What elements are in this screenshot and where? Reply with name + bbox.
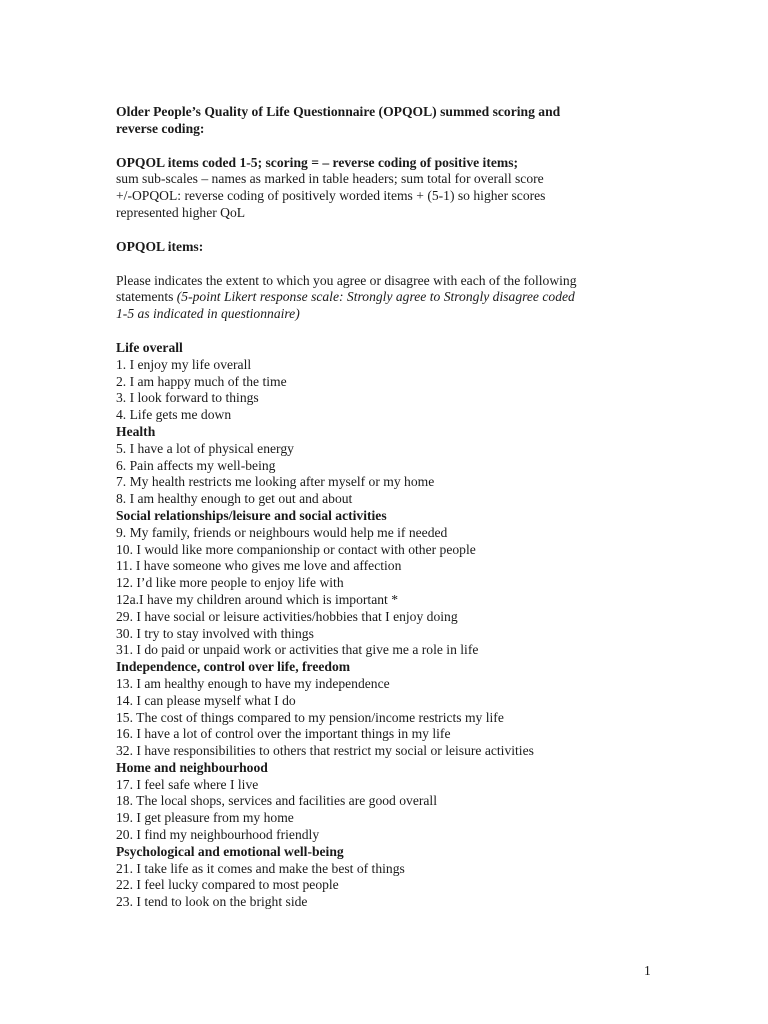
questionnaire-item: 17. I feel safe where I live: [116, 776, 259, 792]
questionnaire-item: 31. I do paid or unpaid work or activities that give me a role in life: [116, 642, 479, 658]
questionnaire-item: 12. I’d like more people to enjoy life with: [116, 575, 344, 591]
questionnaire-item: 11. I have someone who gives me love and affection: [116, 558, 402, 574]
questionnaire-item: 1. I enjoy my life overall: [116, 356, 252, 372]
coding-heading: OPQOL items coded 1-5; scoring = – reverse coding of positive items;: [116, 154, 519, 170]
questionnaire-item: 20. I find my neighbourhood friendly: [116, 827, 320, 843]
questionnaire-item: 7. My health restricts me looking after myself or my home: [116, 474, 435, 490]
instructions-line-2: [116, 289, 656, 306]
questionnaire-item: 10. I would like more companionship or contact with other people: [116, 541, 476, 557]
questionnaire-item: 16. I have a lot of control over the important things in my life: [116, 726, 451, 742]
coding-line-2: +/-OPQOL: reverse coding of positively worded items + (5-1) so higher scores: [116, 188, 546, 204]
questionnaire-item: 12a.I have my children around which is important *: [116, 591, 398, 607]
section-heading: Home and neighbourhood: [116, 759, 268, 775]
section-heading: Psychological and emotional well-being: [116, 843, 344, 859]
section-heading: Health: [116, 423, 156, 439]
questionnaire-item: 8. I am healthy enough to get out and about: [116, 491, 353, 507]
questionnaire-item: 3. I look forward to things: [116, 390, 259, 406]
questionnaire-item: 9. My family, friends or neighbours would help me if needed: [116, 524, 448, 540]
questionnaire-item: 13. I am healthy enough to have my independence: [116, 675, 390, 691]
section-heading: Social relationships/leisure and social activities: [116, 507, 387, 523]
sections-list: [116, 340, 656, 911]
questionnaire-item: 21. I take life as it comes and make the best of things: [116, 860, 405, 876]
questionnaire-item: 4. Life gets me down: [116, 407, 232, 423]
page-number: 1: [644, 963, 651, 978]
spacer: [116, 323, 656, 340]
questionnaire-item: 23. I tend to look on the bright side: [116, 894, 308, 910]
questionnaire-item: 5. I have a lot of physical energy: [116, 440, 294, 456]
instructions-plain-text: statements: [116, 289, 177, 305]
questionnaire-item: 19. I get pleasure from my home: [116, 810, 294, 826]
spacer: [116, 222, 656, 239]
questionnaire-item: 6. Pain affects my well-being: [116, 457, 276, 473]
document-page: [116, 104, 656, 911]
instructions-italic-text: (5-point Likert response scale: Strongly agree to Strongly disagree coded: [176, 289, 575, 305]
questionnaire-item: 32. I have responsibilities to others that restrict my social or leisure activities: [116, 743, 534, 759]
section-heading: Life overall: [116, 339, 183, 355]
instructions-line-3: 1-5 as indicated in questionnaire): [116, 306, 300, 322]
questionnaire-item: 14. I can please myself what I do: [116, 692, 296, 708]
section-heading: Independence, control over life, freedom: [116, 659, 351, 675]
questionnaire-item: 18. The local shops, services and facilities are good overall: [116, 793, 437, 809]
questionnaire-item: 22. I feel lucky compared to most people: [116, 877, 339, 893]
coding-line-3: represented higher QoL: [116, 204, 246, 220]
questionnaire-item: 15. The cost of things compared to my pension/income restricts my life: [116, 709, 504, 725]
questionnaire-item: 30. I try to stay involved with things: [116, 625, 314, 641]
questionnaire-item: 2. I am happy much of the time: [116, 373, 287, 389]
questionnaire-item: 29. I have social or leisure activities/hobbies that I enjoy doing: [116, 608, 458, 624]
spacer: [116, 138, 656, 155]
document-title-line-2: reverse coding:: [116, 120, 205, 136]
instructions-line-1: Please indicates the extent to which you agree or disagree with each of the following: [116, 272, 577, 288]
spacer: [116, 256, 656, 273]
document-title-line-1: Older People’s Quality of Life Questionnaire (OPQOL) summed scoring and: [116, 104, 561, 119]
items-heading: OPQOL items:: [116, 238, 204, 254]
coding-line-1: sum sub-scales – names as marked in table headers; sum total for overall score: [116, 171, 544, 187]
